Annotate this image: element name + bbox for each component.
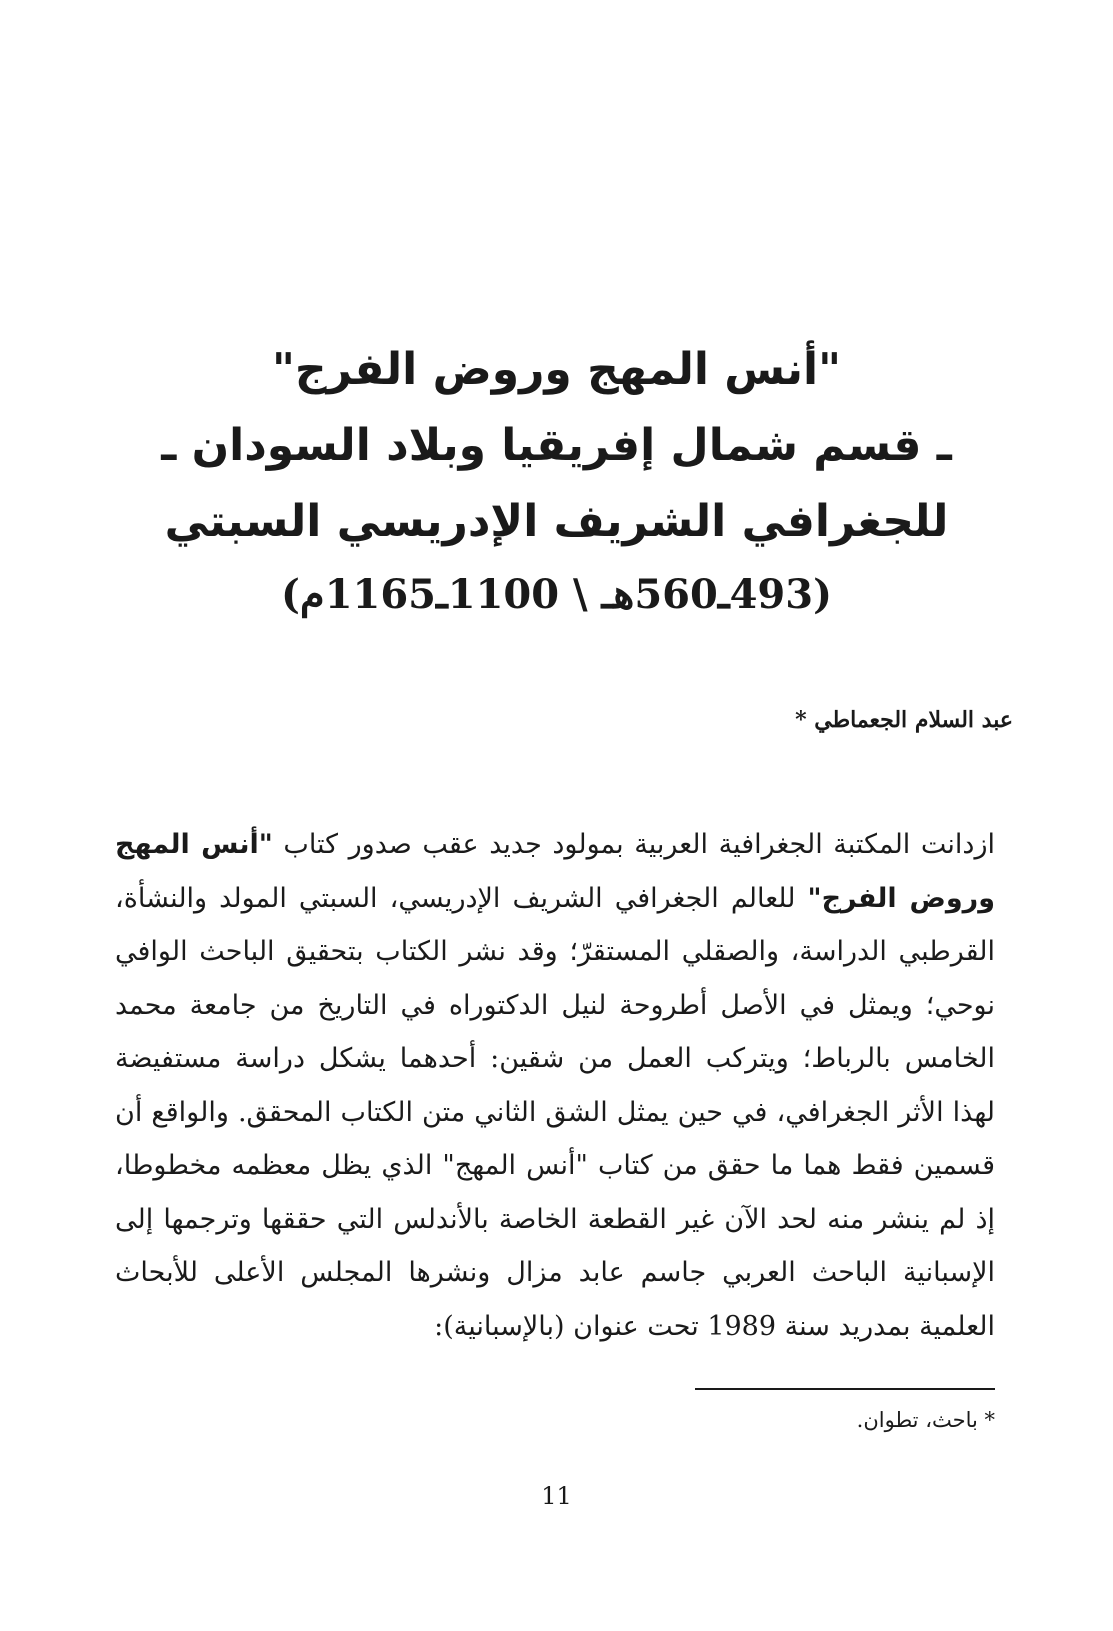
body-rest: للعالم الجغرافي الشريف الإدريسي، السبتي المولد والنشأة، القرطبي الدراسة، والصقلي المستقرّ؛ وقد نشر الكتاب بتحقيق الباحث الوافي نوحي؛ ويمثل في الأصل أطروحة لنيل الدكتوراه في التاريخ من جامعة محمد الخامس بالرباط؛ ويتركب العمل من شقين: أحدهما يشكل دراسة مستفيضة لهذا الأثر الجغرافي، في حين يمثل الشق الثاني متن الكتاب المحقق. والواقع أن قسمين فقط هما ما حقق من كتاب "أنس المهج" الذي يظل معظمه مخطوطا، إذ لم ينشر منه لحد الآن غير القطعة الخاصة بالأندلس التي حققها وترجمها إلى الإسبانية الباحث العربي جاسم عابد مزال ونشرها المجلس الأعلى للأبحاث العلمية بمدريد سنة 1989 تحت عنوان (بالإسبانية): xyxy=(115,882,995,1342)
footnote-divider xyxy=(695,1388,995,1390)
body-paragraph xyxy=(115,818,995,1353)
title-dates: (493ـ560هـ \ 1100ـ1165م) xyxy=(280,571,832,618)
body-intro: ازدانت المكتبة الجغرافية العربية بمولود جديد عقب صدور كتاب xyxy=(272,829,995,860)
title-line-3: للجغرافي الشريف الإدريسي السبتي xyxy=(164,496,949,547)
author-name: عبد السلام الجعماطي * xyxy=(795,707,1013,733)
title-line-2: ـ قسم شمال إفريقيا وبلاد السودان ـ xyxy=(161,420,952,471)
footnote: * باحث، تطوان. xyxy=(856,1408,995,1432)
page-number: 11 xyxy=(541,1482,572,1510)
book-title: "أنس المهج وروض الفرج" xyxy=(115,829,995,914)
article-title xyxy=(0,332,1113,630)
title-line-1: "أنس المهج وروض الفرج" xyxy=(271,344,842,395)
